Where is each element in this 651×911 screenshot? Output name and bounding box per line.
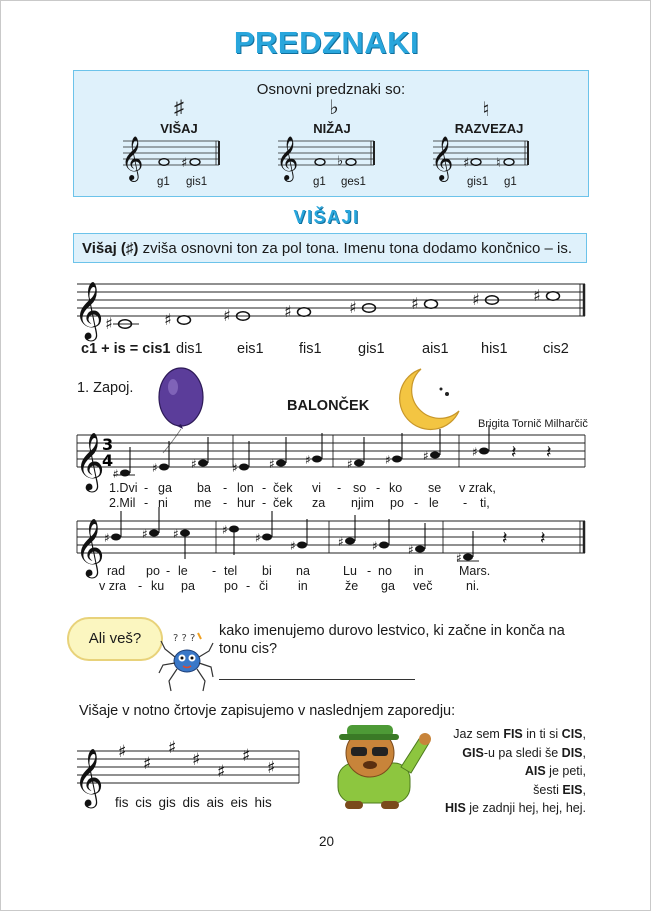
- sharp-accidental-icon: ♯: [385, 453, 391, 467]
- sharp-accidental-icon: ♯: [181, 156, 188, 171]
- note-label: gis1: [186, 176, 208, 188]
- lyric-syllable: in: [298, 579, 308, 593]
- note-label: gis1: [467, 176, 489, 188]
- sharp-accidental-icon: ♯: [191, 457, 197, 471]
- lyric-syllable: ku: [151, 579, 165, 593]
- sharp-accidental-icon: ♯: [269, 457, 275, 471]
- did-you-know-bubble: Ali veš?: [67, 617, 163, 661]
- sharp-sign-icon: ♯: [174, 97, 184, 119]
- lyric-syllable: ček: [273, 481, 293, 495]
- treble-clef-icon: 𝄞: [74, 281, 104, 339]
- sharp-accidental-icon: ♯: [305, 453, 311, 467]
- sharp-accidental-icon: ♯: [255, 531, 261, 545]
- lyric-syllable: -: [223, 496, 228, 510]
- lyric-syllable: lon: [237, 481, 254, 495]
- lyric-syllable: -: [367, 564, 372, 578]
- svg-text:? ? ?: ? ? ?: [173, 633, 196, 644]
- natural-accidental-icon: ♮: [496, 156, 501, 171]
- lyric-syllable: -: [414, 496, 419, 510]
- definition-term: Višaj (♯): [82, 240, 139, 257]
- sharps-order-intro: Višaje v notno črtovje zapisujemo v naslednjem zaporedju:: [79, 703, 456, 719]
- note-label: g1: [313, 176, 326, 188]
- sharp-accidental-icon: ♯: [142, 527, 148, 541]
- lyric-syllable: ti,: [480, 496, 490, 510]
- definition-text: zviša osnovni ton za pol tona. Imenu tona dodamo končnico – is.: [138, 240, 573, 257]
- treble-clef-icon: 𝄞: [276, 136, 299, 180]
- poem-line: GIS-u pa sledi še DIS,: [462, 745, 586, 760]
- lyric-syllable: no: [378, 564, 392, 578]
- poem-line: HIS je zadnji hej, hej, hej.: [444, 801, 586, 815]
- lyric-syllable: in: [414, 564, 424, 578]
- sharp-his-icon: ♯: [267, 758, 276, 778]
- question-text-line1: kako imenujemo durovo lestvico, ki začne in konča na: [219, 623, 565, 639]
- lyric-syllable: po: [224, 579, 238, 593]
- scale-label: dis1: [176, 341, 203, 357]
- treble-clef-icon: 𝄞: [75, 518, 105, 576]
- lyric-syllable: ni: [158, 496, 168, 510]
- flat-sign-icon: ♭: [329, 97, 339, 119]
- lyric-syllable: -: [212, 564, 217, 578]
- lyric-syllable: na: [296, 564, 310, 578]
- flat-label: NIŽAJ: [313, 121, 351, 136]
- sharp-accidental-icon: ♯: [408, 543, 414, 557]
- lyric-syllable: 1.Dvi: [109, 481, 138, 495]
- lyric-syllable: Mars.: [459, 564, 491, 578]
- lyric-syllable: -: [144, 481, 149, 495]
- sharp-accidental-icon: ♯: [423, 449, 429, 463]
- treble-clef-icon: 𝄞: [74, 748, 104, 806]
- lyric-syllable: -: [262, 496, 267, 510]
- lyric-syllable: -: [376, 481, 381, 495]
- lyric-syllable: le: [178, 564, 188, 578]
- scale-label: fis1: [299, 341, 322, 357]
- sharp-dis-icon: ♯: [192, 750, 201, 770]
- sharp-accidental-icon: ♯: [472, 445, 478, 459]
- lyric-syllable: ni.: [466, 579, 480, 593]
- page-number: 20: [318, 834, 335, 849]
- lyric-syllable: so: [353, 481, 367, 495]
- lyric-syllable: -: [463, 496, 468, 510]
- lyric-syllable: ga: [158, 481, 172, 495]
- lyric-syllable: -: [144, 496, 149, 510]
- lyric-syllable: pa: [181, 579, 195, 593]
- page-title: PREDZNAKI: [233, 25, 420, 60]
- treble-clef-icon: 𝄞: [431, 136, 454, 180]
- quarter-rest-icon: 𝄽: [511, 442, 517, 463]
- lyric-syllable: -: [223, 481, 228, 495]
- lyric-syllable: 2.Mil: [109, 496, 136, 510]
- sharp-accidental-icon: ♯: [223, 306, 231, 325]
- exercise-number: 1. Zapoj.: [77, 380, 134, 396]
- quarter-rest-icon: 𝄽: [502, 528, 508, 549]
- lyric-syllable: v zra: [99, 579, 127, 593]
- quarter-rest-icon: 𝄽: [540, 528, 546, 549]
- sharp-cis-icon: ♯: [143, 754, 152, 774]
- lyric-syllable: njim: [351, 496, 374, 510]
- sharp-accidental-icon: ♯: [284, 302, 292, 321]
- lyric-syllable: rad: [107, 564, 126, 578]
- sharp-accidental-icon: ♯: [173, 527, 179, 541]
- lyric-syllable: Lu: [343, 564, 357, 578]
- natural-sign-icon: ♮: [482, 99, 490, 121]
- sharps-order-names: fis cis gis dis ais eis his: [115, 795, 272, 810]
- lyric-syllable: či: [259, 579, 269, 593]
- poem-line: Jaz sem FIS in ti si CIS,: [453, 727, 586, 741]
- sharp-ais-icon: ♯: [217, 762, 226, 782]
- lyric-syllable: vi: [312, 481, 322, 495]
- scale-label: his1: [481, 341, 508, 357]
- lyric-syllable: le: [429, 496, 439, 510]
- sharp-accidental-icon: ♯: [463, 156, 470, 171]
- natural-label: RAZVEZAJ: [454, 121, 524, 136]
- sharp-accidental-icon: ♯: [456, 551, 462, 565]
- sharp-accidental-icon: ♯: [338, 535, 344, 549]
- scale-label: eis1: [237, 341, 264, 357]
- sharp-accidental-icon: ♯: [152, 461, 158, 475]
- sharp-label: VIŠAJ: [160, 121, 198, 136]
- lyric-syllable: že: [345, 579, 359, 593]
- scale-label: cis2: [543, 341, 569, 357]
- scale-label: c1 + is = cis1: [81, 341, 171, 357]
- lyric-syllable: v zrak,: [459, 481, 496, 495]
- scale-label: gis1: [358, 341, 385, 357]
- poem-line: šesti EIS,: [533, 782, 586, 797]
- note-label: ges1: [341, 176, 366, 188]
- lyric-syllable: po: [390, 496, 404, 510]
- time-signature-top: 3: [102, 435, 114, 454]
- lyric-syllable: bi: [262, 564, 272, 578]
- sharp-accidental-icon: ♯: [372, 539, 378, 553]
- sharp-accidental-icon: ♯: [232, 461, 238, 475]
- quarter-rest-icon: 𝄽: [546, 442, 552, 463]
- lyric-syllable: več: [413, 579, 433, 593]
- sharp-accidental-icon: ♯: [411, 294, 419, 313]
- time-signature-bottom: 4: [102, 451, 114, 470]
- lyric-syllable: tel: [224, 564, 238, 578]
- sharp-accidental-icon: ♯: [104, 531, 110, 545]
- sharp-accidental-icon: ♯: [105, 314, 113, 333]
- flat-accidental-icon: ♭: [337, 154, 344, 169]
- lyric-syllable: se: [428, 481, 442, 495]
- sharp-accidental-icon: ♯: [164, 310, 172, 329]
- note-label: g1: [157, 176, 170, 188]
- lyric-syllable: me: [194, 496, 212, 510]
- lyric-syllable: -: [166, 564, 171, 578]
- sharp-gis-icon: ♯: [168, 738, 177, 758]
- section-title: VIŠAJI: [293, 207, 360, 227]
- song-author: Brigita Tornič Milharčič: [478, 418, 588, 430]
- question-text-line2: tonu cis?: [219, 641, 278, 657]
- sharp-accidental-icon: ♯: [347, 457, 353, 471]
- note-label: g1: [504, 176, 517, 188]
- lyric-syllable: za: [312, 496, 326, 510]
- sharp-accidental-icon: ♯: [222, 523, 228, 537]
- lyric-syllable: -: [262, 481, 267, 495]
- sharps-poem: [445, 725, 586, 818]
- lyric-syllable: hur: [237, 496, 256, 510]
- poem-line: AIS je peti,: [524, 764, 586, 778]
- sharp-fis-icon: ♯: [118, 742, 127, 762]
- lyric-syllable: -: [138, 579, 143, 593]
- sharp-accidental-icon: ♯: [533, 286, 541, 305]
- lyric-syllable: ba: [197, 481, 211, 495]
- sharp-eis-icon: ♯: [242, 746, 251, 766]
- lyric-syllable: -: [246, 579, 251, 593]
- sharp-accidental-icon: ♯: [113, 467, 119, 481]
- lyric-syllable: ko: [389, 481, 403, 495]
- lyric-syllable: ga: [381, 579, 395, 593]
- treble-clef-icon: 𝄞: [75, 432, 105, 490]
- bear-icon: [338, 725, 431, 809]
- sharp-accidental-icon: ♯: [349, 298, 357, 317]
- scale-label: ais1: [422, 341, 449, 357]
- basic-accidentals-heading: Osnovni predznaki so:: [256, 81, 406, 98]
- lyric-syllable: ček: [273, 496, 293, 510]
- song-title: BALONČEK: [287, 398, 370, 414]
- lyric-syllable: -: [337, 481, 342, 495]
- treble-clef-icon: 𝄞: [121, 136, 144, 180]
- sharp-accidental-icon: ♯: [472, 290, 480, 309]
- lyric-syllable: po: [146, 564, 160, 578]
- sharp-accidental-icon: ♯: [290, 539, 296, 553]
